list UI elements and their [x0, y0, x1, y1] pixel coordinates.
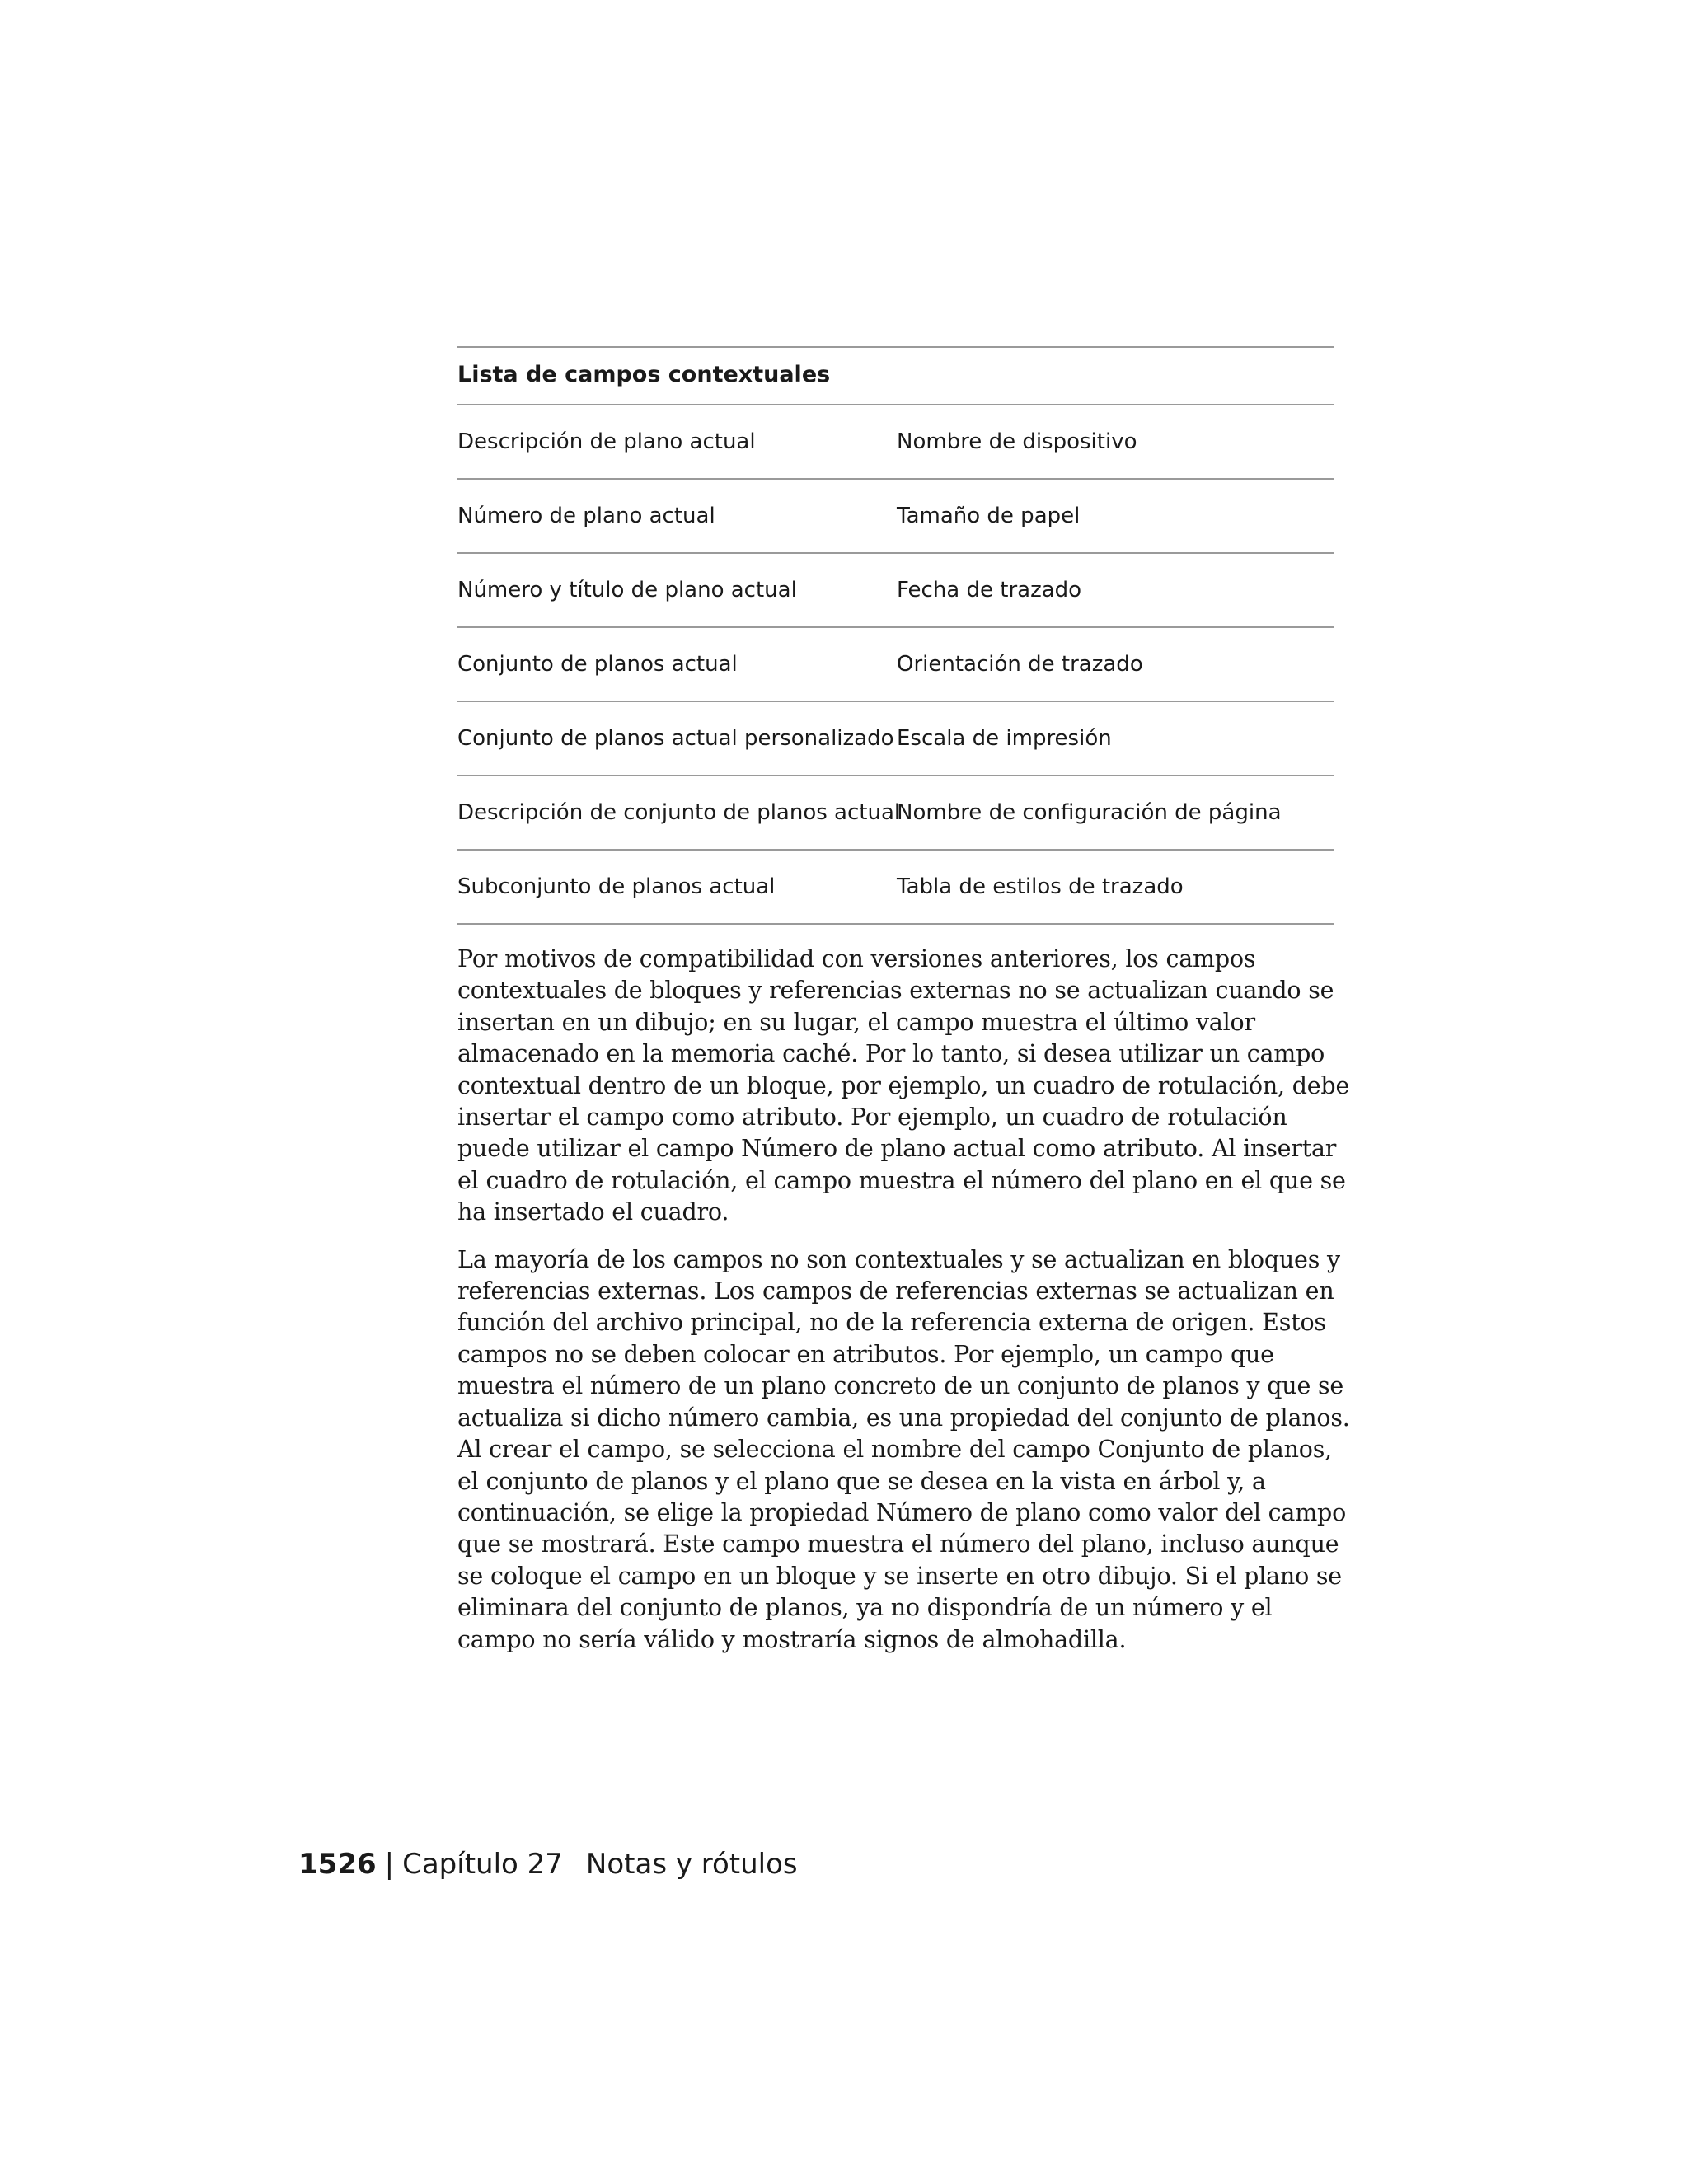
body-paragraph: La mayoría de los campos no son contextuales y se actualizan en bloques y referencias externas. Los campos de referencias externas se actualizan en función del archivo principal, no de la referencia externa de origen. Estos campos no se deben colocar en atributos. Por ejemplo, un campo que muestra el número de un plano concreto de un conjunto de planos y que se actualiza si dicho número cambia, es una propiedad del conjunto de planos. Al crear el campo, se selecciona el nombre del campo Conjunto de planos, el conjunto de planos y el plano que se desea en la vista en árbol y, a continuación, se elige la propiedad Número de plano como valor del campo que se mostrará. Este campo muestra el número del plano, incluso aunque se coloque el campo en un bloque y se inserte en otro dibujo. Si el plano se eliminara del conjunto de planos, ya no dispondría de un número y el campo no sería válido y mostraría signos de almohadilla. [457, 1245, 1350, 1653]
table-cell: Número y título de plano actual [457, 578, 797, 602]
chapter-title: Notas y rótulos [585, 1848, 798, 1881]
table-row [457, 628, 1334, 702]
footer-separator: | [384, 1848, 395, 1881]
table-row [457, 405, 1334, 480]
table-cell: Nombre de dispositivo [897, 429, 1137, 454]
table-cell: Conjunto de planos actual personalizado [457, 726, 894, 751]
table-cell: Descripción de plano actual [457, 429, 756, 454]
body-text [457, 944, 1352, 1671]
chapter-label: Capítulo 27 [402, 1848, 563, 1881]
table-cell: Subconjunto de planos actual [457, 874, 776, 899]
table-cell: Escala de impresión [897, 726, 1112, 751]
table-row [457, 702, 1334, 776]
table-row [457, 554, 1334, 628]
table-cell: Descripción de conjunto de planos actual [457, 800, 901, 825]
table-cell: Número de plano actual [457, 504, 715, 528]
table-cell: Orientación de trazado [897, 652, 1143, 677]
page-number: 1526 [298, 1848, 377, 1881]
table-row [457, 776, 1334, 851]
table-title: Lista de campos contextuales [457, 348, 1334, 405]
contextual-fields-table [457, 346, 1334, 925]
table-cell: Fecha de trazado [897, 578, 1082, 602]
page-footer [298, 1848, 798, 1881]
table-cell: Nombre de configuración de página [897, 800, 1282, 825]
table-cell: Tabla de estilos de trazado [897, 874, 1184, 899]
table-cell: Tamaño de papel [897, 504, 1081, 528]
table-row [457, 851, 1334, 925]
body-paragraph: Por motivos de compatibilidad con versiones anteriores, los campos contextuales de bloques y referencias externas no se actualizan cuando se insertan en un dibujo; en su lugar, el campo muestra el último valor almacenado en la memoria caché. Por lo tanto, si desea utilizar un campo contextual dentro de un bloque, por ejemplo, un cuadro de rotulación, debe insertar el campo como atributo. Por ejemplo, un cuadro de rotulación puede utilizar el campo Número de plano actual como atributo. Al insertar el cuadro de rotulación, el campo muestra el número del plano en el que se ha insertado el cuadro. [457, 945, 1350, 1226]
table-row [457, 480, 1334, 554]
table-cell: Conjunto de planos actual [457, 652, 738, 677]
